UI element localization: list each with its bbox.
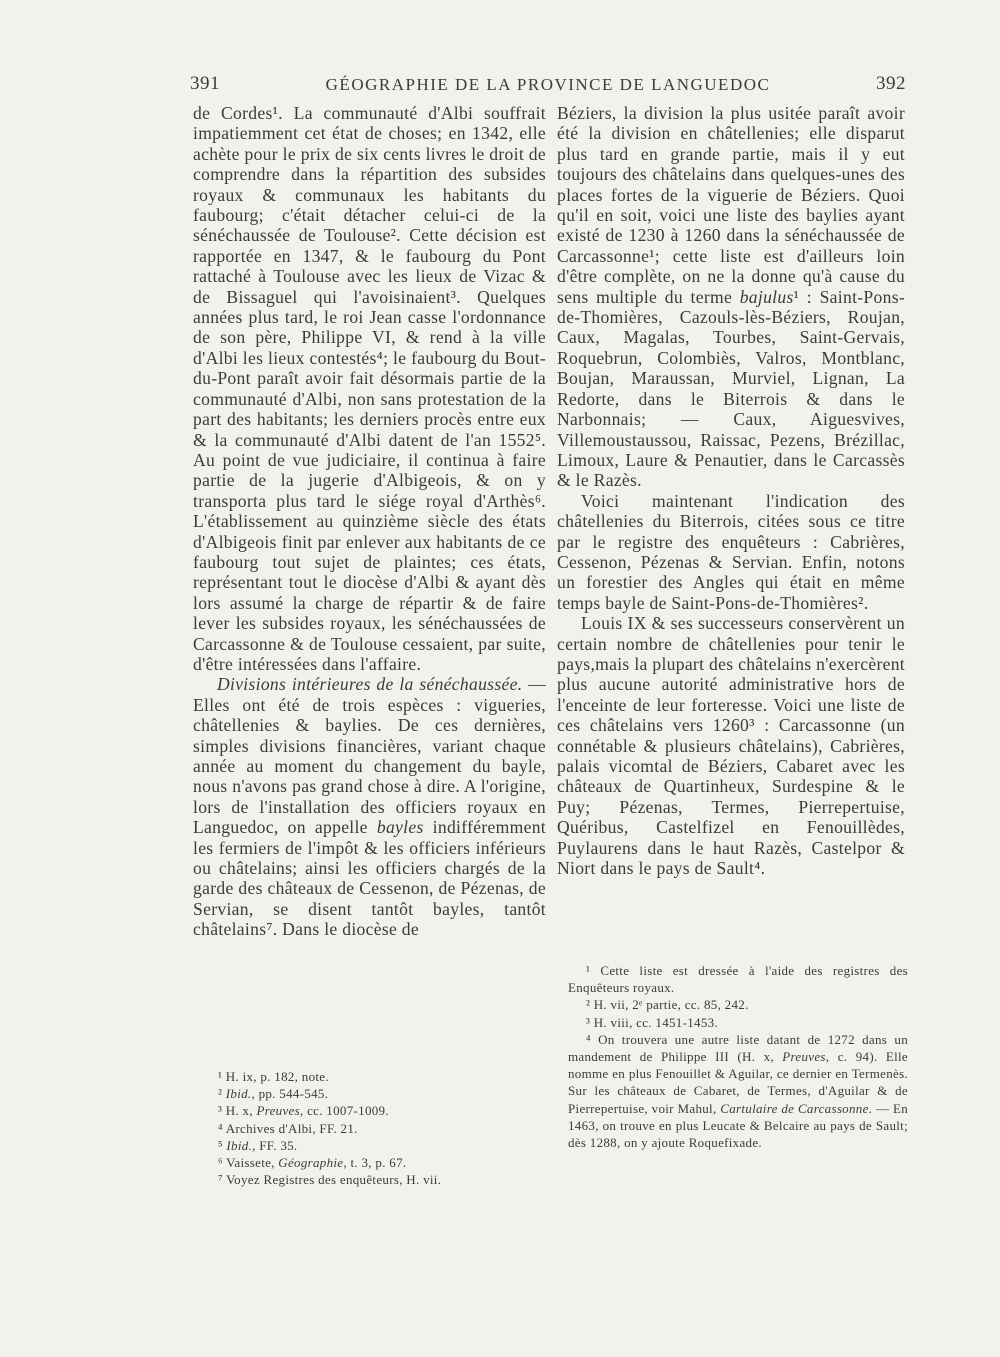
footnote: ⁴ On trouvera une autre liste datant de 1272 dans un mandement de Philippe III (H. x, Preuves, c. 94). Elle nomme en plus Fenouillet & Aguilar, ce dernier en Termenès. Sur les châteaux de Cabaret, de Termes, d'Aguilar & de Pierrepertuise, voir Mahul, Cartulaire de Carcassonne. — En 1463, on trouve en plus Leucate & Belcaire au pays de Sault; dès 1288, on y ajoute Roquefixade.	[568, 1031, 908, 1151]
footnotes-left	[218, 1068, 538, 1188]
page-number-right: 392	[876, 73, 906, 94]
running-title: GÉOGRAPHIE DE LA PROVINCE DE LANGUEDOC	[325, 75, 771, 94]
text-run: ¹ : Saint-Pons-de-Thomières, Cazouls-lès-Béziers, Roujan, Caux, Magalas, Tourbes, Saint-Gervais, Roquebrun, Colombiès, Valros, Montblanc, Boujan, Maraussan, Murviel, Lignan, La Redorte, dans le Biterrois & dans le Narbonnais; — Caux, Aiguesvives, Villemoustaussou, Raissac, Pezens, Brézillac, Limoux, Laure & Penautier, dans le Carcassès & le Razès.	[557, 286, 906, 491]
italic-term: bajulus	[739, 286, 794, 307]
paragraph-divisions	[193, 674, 546, 939]
paragraph: de Cordes¹. La communauté d'Albi souffrait impatiemment cet état de choses; en 1342, elle achète pour le prix de six cents livres le droit de comprendre dans la répartition des subsides royaux & communaux les habitants du faubourg; c'était détacher celui-ci de la sénéchaussée de Toulouse². Cette décision est rapportée en 1347, & le faubourg du Pont rattaché à Toulouse avec les lieux de Vizac & de Bissaguel qui l'avoisinaient³. Quelques années plus tard, le roi Jean casse l'ordonnance de son père, Philippe VI, & rend à la ville d'Albi les lieux contestés⁴; le faubourg du Bout-du-Pont paraît avoir fait désormais partie de la communauté d'Albi, non sans protestation de la part des habitants; les derniers procès entre eux & la communauté d'Albi datent de l'an 1552⁵. Au point de vue judiciaire, il continua à faire partie de la jugerie d'Albigeois, & on y transporta plus tard le siége royal d'Arthès⁶. L'établissement au quinzième siècle des états d'Albigeois finit par enlever aux habitants de ce faubourg tout sujet de plaintes; ces états, représentant tout le diocèse d'Albi & ayant dès lors assumé la charge de répartir & de faire lever les subsides royaux, les sénéchaussées de Carcassonne & de Toulouse cessaient, par suite, d'être intéressées dans l'affaire.	[193, 103, 546, 674]
paragraph: Voici maintenant l'indication des châtellenies du Biterrois, citées sous ce titre par le registre des enquêteurs : Cabrières, Cessenon, Pézenas & Servian. Enfin, notons un forestier des Angles qui était en même temps bayle de Saint-Pons-de-Thomières².	[557, 490, 905, 613]
footnote: ³ H. x, Preuves, cc. 1007-1009.	[218, 1103, 389, 1119]
text-run: Béziers, la division la plus usitée paraît avoir été la division en châtellenies; elle disparut plus tard en grande partie, mais il y eut toujours des châtelains dans quelques-unes des places fortes de la viguerie de Béziers. Quoi qu'il en soit, voici une liste des baylies ayant existé de 1230 à 1260 dans la sénéchaussée de Carcassonne¹; cette liste est d'ailleurs loin d'être complète, on ne la donne qu'à cause du sens multiple du terme	[557, 103, 905, 307]
page-number-left: 391	[190, 73, 220, 94]
footnote: ¹ Cette liste est dressée à l'aide des registres des Enquêteurs royaux.	[568, 963, 908, 996]
footnote: ⁶ Vaissete, Géographie, t. 3, p. 67.	[218, 1155, 407, 1171]
footnote: ⁵ Ibid., FF. 35.	[218, 1137, 298, 1153]
footnote: ³ H. viii, cc. 1451-1453.	[586, 1014, 718, 1030]
footnote: ² H. vii, 2ᵉ partie, cc. 85, 242.	[586, 997, 749, 1013]
footnote: ⁴ Archives d'Albi, FF. 21.	[218, 1120, 358, 1136]
right-column	[557, 103, 905, 878]
section-heading: Divisions intérieures de la sénéchaussée.	[217, 674, 523, 695]
footnotes-right	[568, 962, 908, 1151]
footnote: ⁷ Voyez Registres des enquêteurs, H. vii.	[218, 1172, 442, 1188]
footnote: ² Ibid., pp. 544-545.	[218, 1086, 329, 1102]
left-column	[193, 103, 546, 940]
paragraph	[557, 103, 905, 491]
footnote: ¹ H. ix, p. 182, note.	[218, 1069, 329, 1084]
running-header	[190, 73, 906, 103]
text-run: indifféremment les fermiers de l'impôt & les officiers inférieurs ou châtelains; ainsi les officiers chargés de la garde des châteaux de Cessenon, de Pézenas, de Servian, se disent tantôt bayles, tantôt châtelains⁷. Dans le diocèse de	[193, 817, 546, 940]
paragraph: Louis IX & ses successeurs conservèrent un certain nombre de châtellenies pour tenir le pays,mais la plupart des châtelains n'exercèrent plus aucune autorité administrative hors de l'enceinte de leur forteresse. Voici une liste de ces châtelains vers 1260³ : Carcassonne (un connétable & plusieurs châtelains), Cabrières, palais vicomtal de Béziers, Cabaret avec les châteaux de Quartinheux, Surdespine & le Puy; Pézenas, Termes, Pierrepertuise, Quéribus, Castelfizel en Fenouillèdes, Puylaurens dans le haut Razès, Castelpor & Niort dans le pays de Sault⁴.	[557, 613, 905, 879]
text-run: — Elles ont été de trois espèces : vigueries, châtellenies & baylies. De ces dernières, simples divisions financières, variant chaque année au moment du changement du bayle, nous n'avons pas grand chose à dire. A l'origine, lors de l'installation des officiers royaux en Languedoc, on appelle	[193, 674, 546, 838]
italic-term: bayles	[376, 817, 424, 838]
